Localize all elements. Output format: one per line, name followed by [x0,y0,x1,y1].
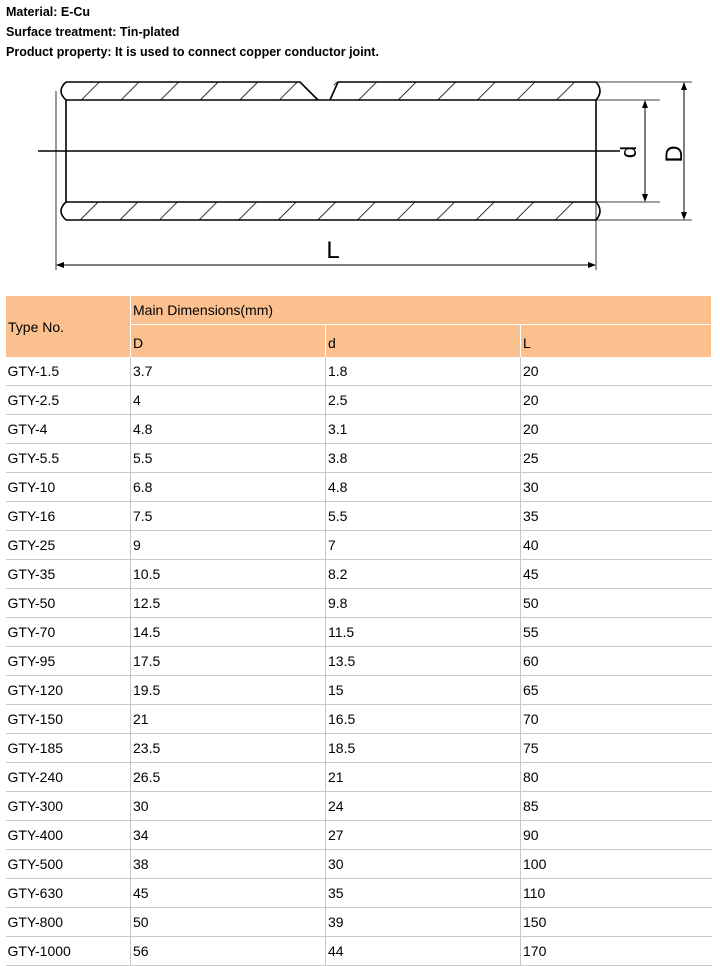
L-cell: 90 [521,821,712,850]
table-row [6,850,712,879]
d-cell: 16.5 [326,705,521,734]
type-cell: GTY-70 [6,618,131,647]
type-cell: GTY-5.5 [6,444,131,473]
D-cell: 50 [131,908,326,937]
L-cell: 55 [521,618,712,647]
L-cell: 45 [521,560,712,589]
L-cell: 25 [521,444,712,473]
type-cell: GTY-800 [6,908,131,937]
d-cell: 24 [326,792,521,821]
d-cell: 30 [326,850,521,879]
table-row [6,908,712,937]
L-cell: 50 [521,589,712,618]
material-line: Material: E-Cu [6,5,91,19]
d-cell: 27 [326,821,521,850]
d-cell: 44 [326,937,521,966]
tube-technical-drawing [0,62,720,277]
table-row [6,502,712,531]
L-cell: 170 [521,937,712,966]
L-cell: 40 [521,531,712,560]
table-row [6,531,712,560]
type-cell: GTY-240 [6,763,131,792]
main-dimensions-header: Main Dimensions(mm) [131,296,712,325]
L-cell: 85 [521,792,712,821]
type-cell: GTY-95 [6,647,131,676]
table-row [6,792,712,821]
table-row [6,705,712,734]
D-cell: 23.5 [131,734,326,763]
D-cell: 12.5 [131,589,326,618]
D-cell: 19.5 [131,676,326,705]
D-cell: 9 [131,531,326,560]
L-cell: 60 [521,647,712,676]
D-cell: 34 [131,821,326,850]
label-d: d [616,145,641,159]
col-header-L: L [521,325,712,358]
d-cell: 9.8 [326,589,521,618]
d-cell: 18.5 [326,734,521,763]
type-cell: GTY-16 [6,502,131,531]
D-cell: 30 [131,792,326,821]
table-row [6,676,712,705]
d-cell: 1.8 [326,357,521,386]
type-cell: GTY-10 [6,473,131,502]
table-row [6,618,712,647]
table-row [6,560,712,589]
L-cell: 150 [521,908,712,937]
L-cell: 100 [521,850,712,879]
d-cell: 3.8 [326,444,521,473]
d-cell: 8.2 [326,560,521,589]
D-cell: 38 [131,850,326,879]
d-cell: 15 [326,676,521,705]
spec-text-block [6,2,379,62]
surface-treatment-line: Surface treatment: Tin-plated [6,25,180,39]
d-cell: 13.5 [326,647,521,676]
d-cell: 3.1 [326,415,521,444]
d-cell: 21 [326,763,521,792]
table-row [6,763,712,792]
table-body [6,357,712,966]
type-cell: GTY-4 [6,415,131,444]
d-cell: 5.5 [326,502,521,531]
table-row [6,937,712,966]
L-cell: 20 [521,357,712,386]
table-row [6,821,712,850]
d-cell: 4.8 [326,473,521,502]
type-cell: GTY-150 [6,705,131,734]
L-cell: 65 [521,676,712,705]
d-cell: 2.5 [326,386,521,415]
L-cell: 35 [521,502,712,531]
D-cell: 4.8 [131,415,326,444]
type-cell: GTY-25 [6,531,131,560]
product-property-line: Product property: It is used to connect copper conductor joint. [6,45,379,59]
table-header-row-1 [6,296,712,325]
L-cell: 20 [521,386,712,415]
type-cell: GTY-630 [6,879,131,908]
tube-bottom-wall [61,202,600,220]
type-cell: GTY-35 [6,560,131,589]
type-cell: GTY-1000 [6,937,131,966]
table-row [6,473,712,502]
table-row [6,357,712,386]
table-row [6,879,712,908]
type-cell: GTY-400 [6,821,131,850]
type-cell: GTY-120 [6,676,131,705]
D-cell: 3.7 [131,357,326,386]
L-cell: 110 [521,879,712,908]
L-cell: 70 [521,705,712,734]
d-cell: 7 [326,531,521,560]
table-row [6,415,712,444]
type-cell: GTY-50 [6,589,131,618]
D-cell: 56 [131,937,326,966]
table-row [6,386,712,415]
D-cell: 14.5 [131,618,326,647]
table-row [6,734,712,763]
L-cell: 80 [521,763,712,792]
type-cell: GTY-500 [6,850,131,879]
dimensions-table [5,295,712,966]
D-cell: 45 [131,879,326,908]
col-header-d: d [326,325,521,358]
type-cell: GTY-185 [6,734,131,763]
d-cell: 35 [326,879,521,908]
D-cell: 5.5 [131,444,326,473]
D-cell: 6.8 [131,473,326,502]
D-cell: 4 [131,386,326,415]
label-D: D [661,145,688,163]
type-cell: GTY-1.5 [6,357,131,386]
D-cell: 10.5 [131,560,326,589]
tube-top-wall [61,80,600,102]
D-cell: 7.5 [131,502,326,531]
col-header-D: D [131,325,326,358]
table-row [6,647,712,676]
L-cell: 20 [521,415,712,444]
D-cell: 26.5 [131,763,326,792]
d-cell: 39 [326,908,521,937]
D-cell: 21 [131,705,326,734]
L-cell: 75 [521,734,712,763]
table-row [6,589,712,618]
d-cell: 11.5 [326,618,521,647]
type-cell: GTY-2.5 [6,386,131,415]
type-cell: GTY-300 [6,792,131,821]
table-row [6,444,712,473]
D-cell: 17.5 [131,647,326,676]
label-L: L [326,237,340,264]
L-cell: 30 [521,473,712,502]
type-no-header: Type No. [6,296,131,358]
